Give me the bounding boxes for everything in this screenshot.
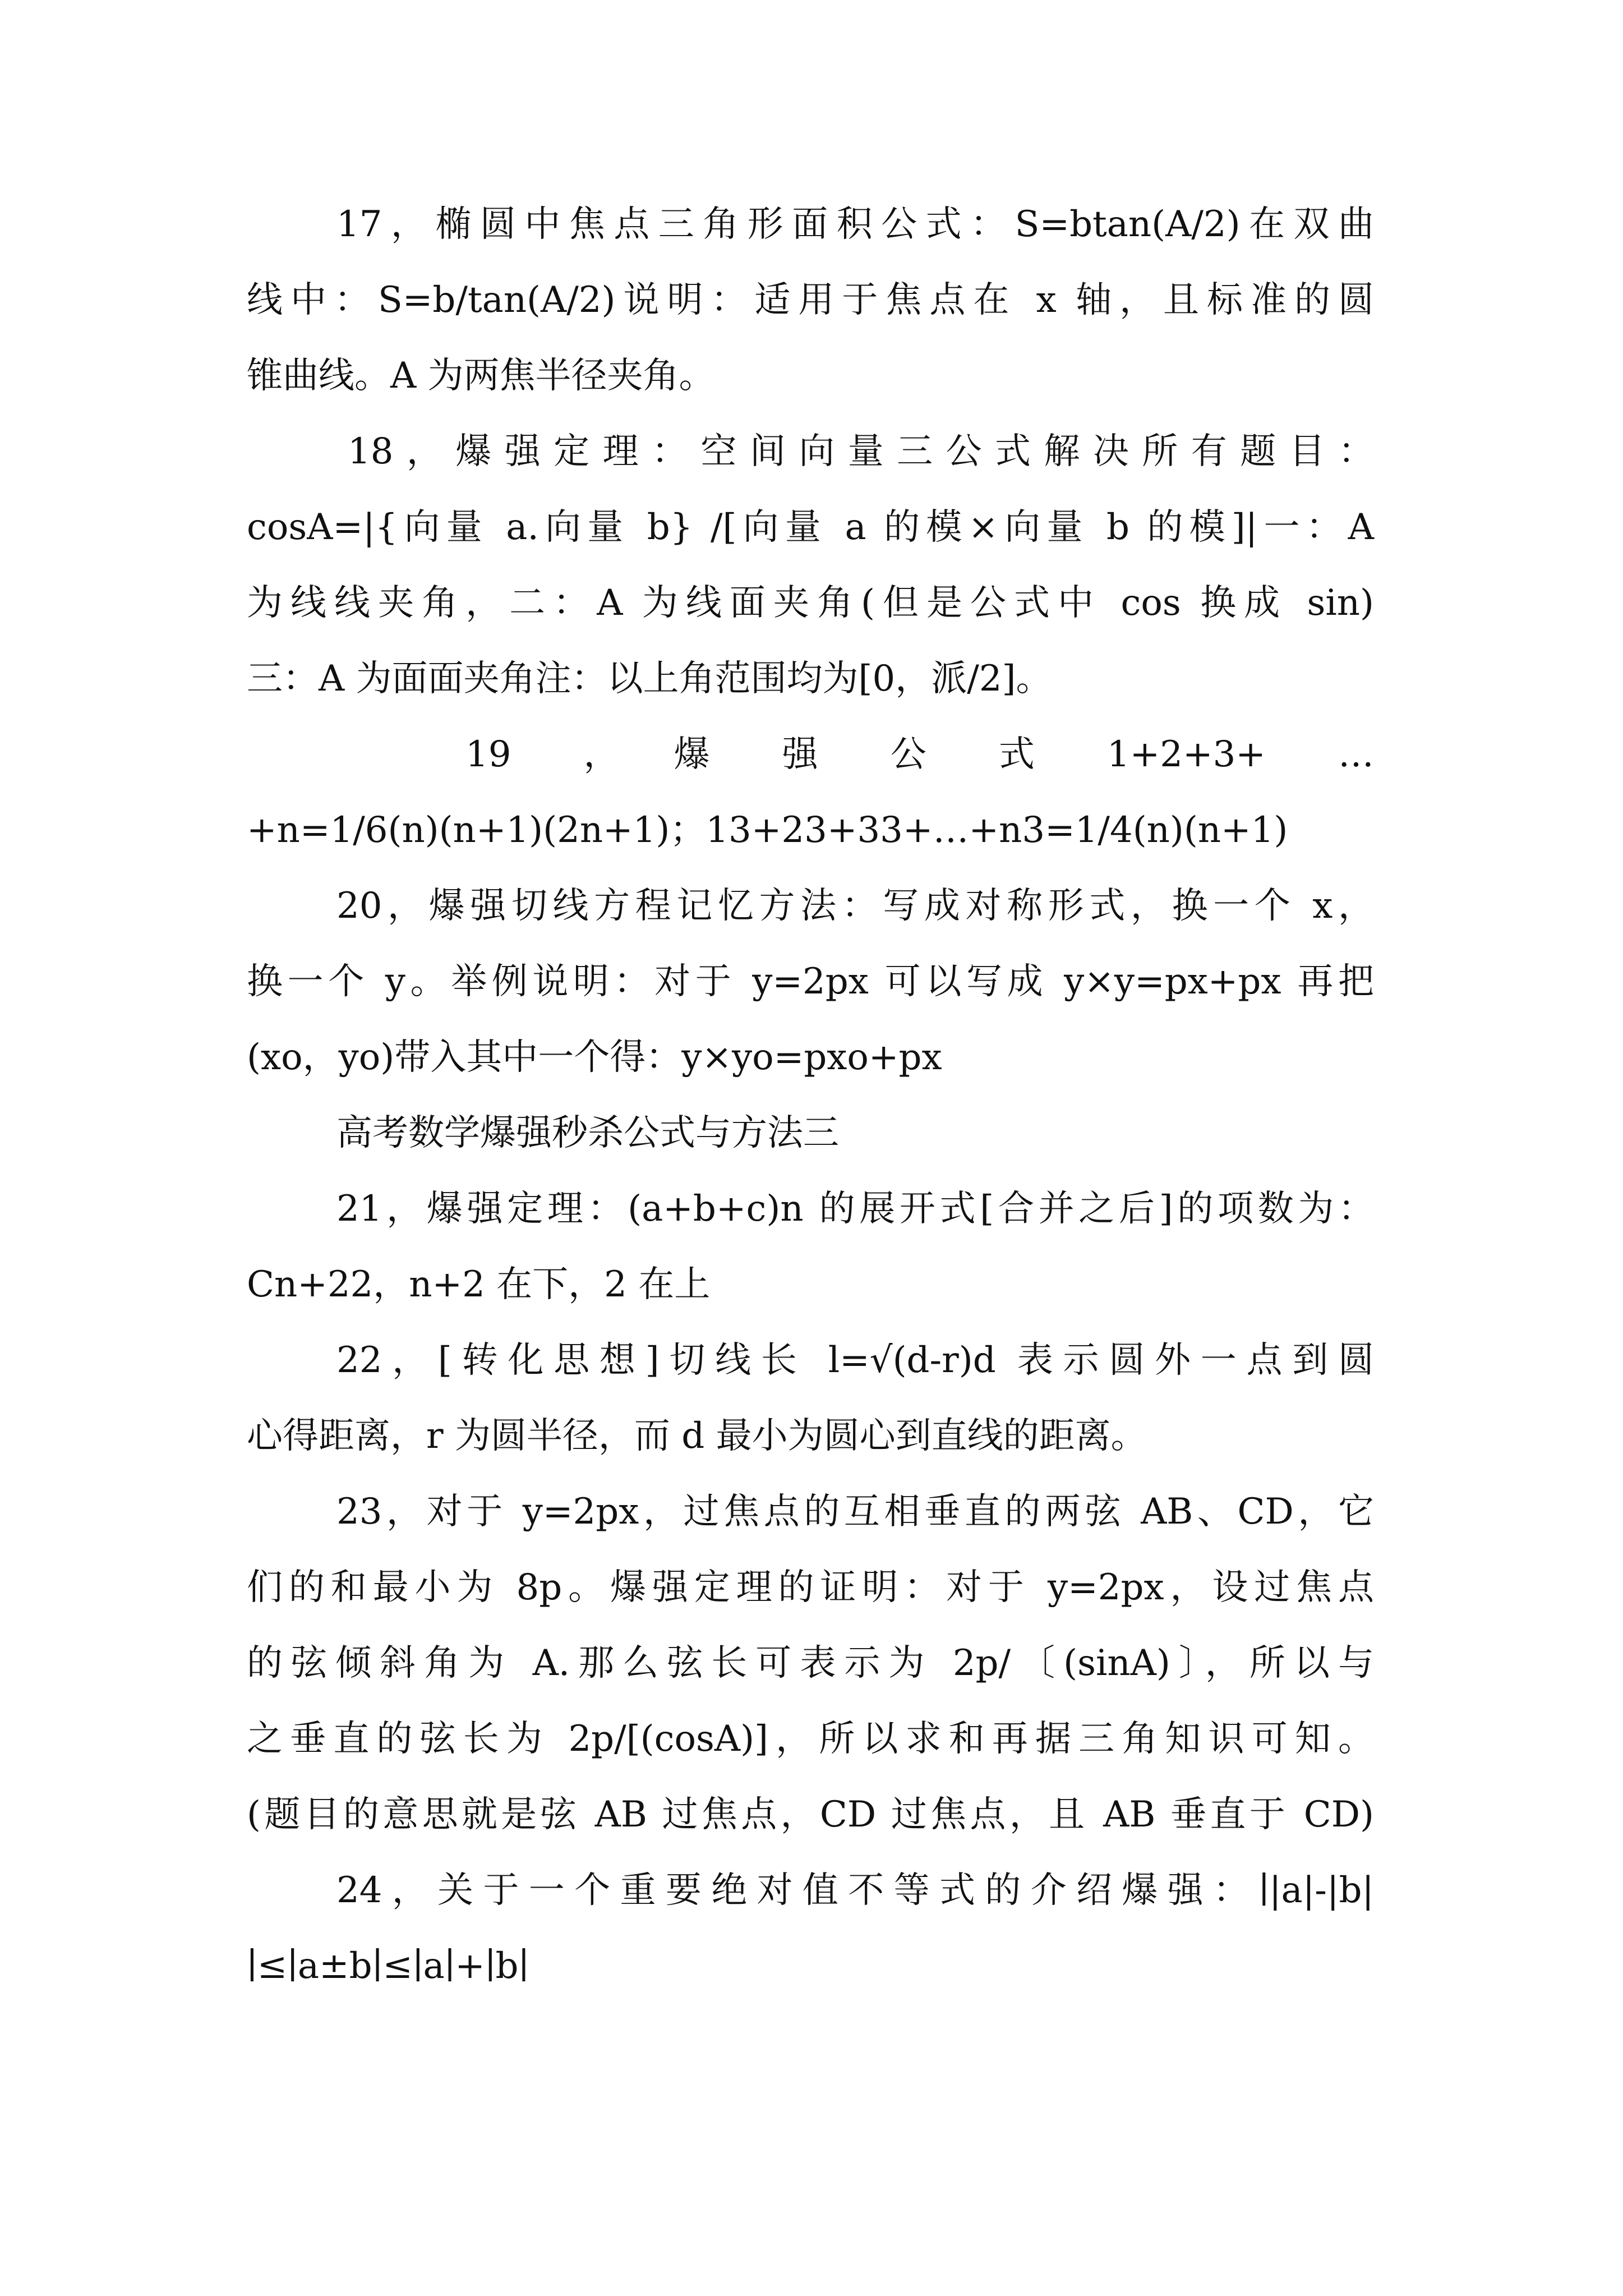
paragraph-17-line-1: 17，椭圆中焦点三角形面积公式：S=btan(A/2)在双曲 [336, 204, 1374, 245]
paragraph-24-line-2: ∣≤∣a±b∣≤∣a∣+∣b∣ [247, 1945, 529, 1987]
paragraph-23-line-4: 之垂直的弦长为 2p/[(cosA)]，所以求和再据三角知识可知。 [247, 1718, 1374, 1760]
paragraph-23-line-3: 的弦倾斜角为 A.那么弦长可表示为 2p/〔(sinA)〕，所以与 [247, 1642, 1374, 1684]
paragraph-24-line-1: 24，关于一个重要绝对值不等式的介绍爆强：∣|a|-|b| [336, 1870, 1374, 1911]
paragraph-21-line-1: 21，爆强定理：(a+b+c)n 的展开式[合并之后]的项数为： [336, 1188, 1374, 1230]
paragraph-18-line-2: cosA=|{向量 a.向量 b} /[向量 a 的模×向量 b 的模]|一：A [247, 507, 1374, 548]
section-heading: 高考数学爆强秒杀公式与方法三 [336, 1112, 839, 1154]
paragraph-23-line-2: 们的和最小为 8p。爆强定理的证明：对于 y=2px，设过焦点 [247, 1567, 1374, 1608]
paragraph-22-line-2: 心得距离，r 为圆半径，而 d 最小为圆心到直线的距离。 [247, 1415, 1147, 1457]
paragraph-23-line-5: (题目的意思就是弦 AB 过焦点，CD 过焦点，且 AB 垂直于 CD) [247, 1794, 1374, 1835]
paragraph-18-line-4: 三：A 为面面夹角注：以上角范围均为[0，派/2]。 [247, 658, 1052, 700]
paragraph-23-line-1: 23，对于 y=2px，过焦点的互相垂直的两弦 AB、CD，它 [336, 1491, 1374, 1533]
paragraph-22-line-1: 22，[转化思想]切线长 l=√(d-r)d 表示圆外一点到圆 [336, 1340, 1374, 1381]
paragraph-21-line-2: Cn+22，n+2 在下，2 在上 [247, 1264, 711, 1305]
paragraph-19-line-1: 19 ， 爆 强 公 式 1+2+3+ … [465, 734, 1374, 775]
paragraph-18-line-1: 18，爆强定理：空间向量三公式解决所有题目： [348, 431, 1374, 472]
paragraph-18-line-3: 为线线夹角，二：A 为线面夹角(但是公式中 cos 换成 sin) [247, 582, 1374, 624]
paragraph-17-line-2: 线中：S=b/tan(A/2)说明：适用于焦点在 x 轴，且标准的圆 [247, 279, 1374, 321]
paragraph-20-line-1: 20，爆强切线方程记忆方法：写成对称形式，换一个 x， [336, 885, 1374, 927]
paragraph-20-line-2: 换一个 y。举例说明：对于 y=2px 可以写成 y×y=px+px 再把 [247, 961, 1374, 1002]
paragraph-17-line-3: 锥曲线。A 为两焦半径夹角。 [247, 355, 715, 397]
paragraph-19-line-2: +n=1/6(n)(n+1)(2n+1)；13+23+33+…+n3=1/4(n)(n+1) [247, 809, 1288, 851]
paragraph-20-line-3: (xo，yo)带入其中一个得：y×yo=pxo+px [247, 1037, 942, 1078]
